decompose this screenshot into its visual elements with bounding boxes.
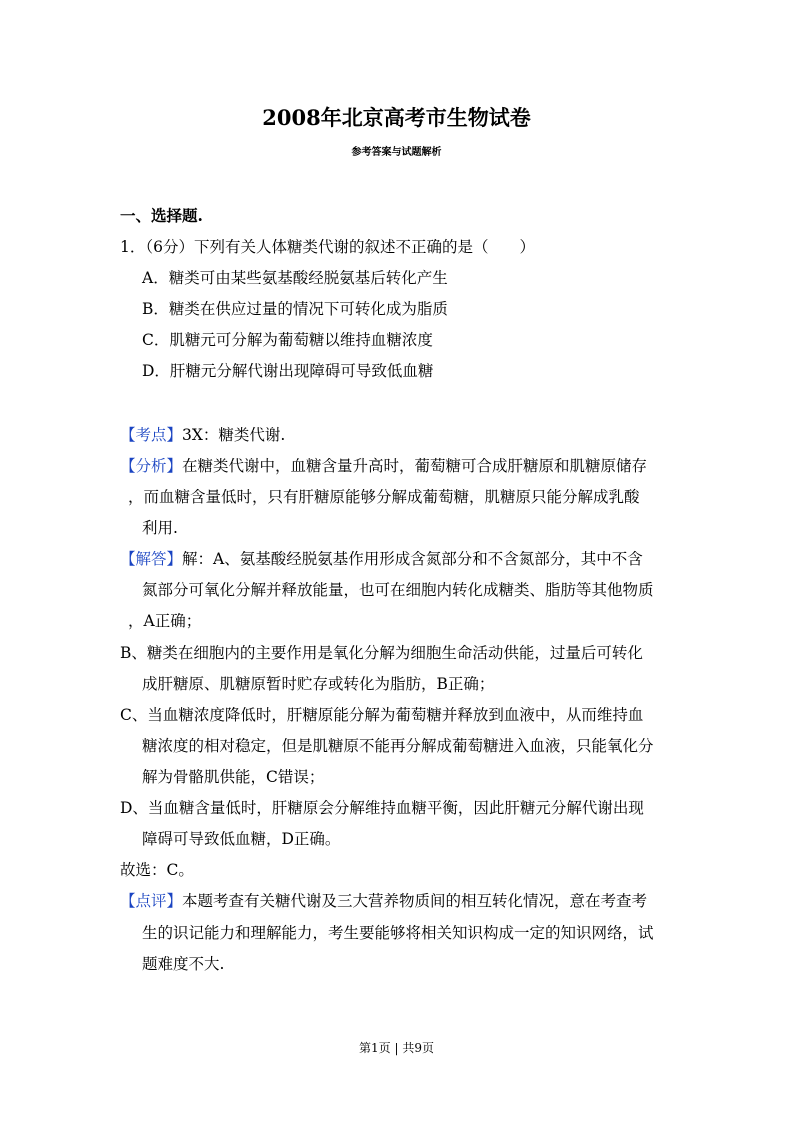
- explain-c-line-2: 糖浓度的相对稳定，但是肌糖原不能再分解成葡萄糖进入血液，只能氧化分: [142, 737, 654, 755]
- dianping-line-3: 题难度不大.: [142, 955, 225, 973]
- option-a: A．糖类可由某些氨基酸经脱氨基后转化产生: [142, 269, 448, 287]
- dianping-tag: 【点评】: [120, 892, 183, 910]
- option-d: D．肝糖元分解代谢出现障碍可导致低血糖: [142, 362, 434, 380]
- fenxi-line-1: [120, 455, 647, 477]
- kaodian-text: 3X：糖类代谢.: [182, 426, 286, 444]
- fenxi-tag: 【分析】: [120, 457, 183, 475]
- dianping-text-1: 本题考查有关糖代谢及三大营养物质间的相互转化情况，意在考查考: [182, 892, 648, 910]
- jieda-line-2: 氮部分可氧化分解并释放能量，也可在细胞内转化成糖类、脂肪等其他物质: [142, 581, 654, 599]
- explain-d-line-1: D、当血糖含量低时，肝糖原会分解维持血糖平衡，因此肝糖元分解代谢出现: [120, 799, 644, 817]
- jieda-text-1: 解：A、氨基酸经脱氨基作用形成含氮部分和不含氮部分，其中不含: [182, 550, 643, 568]
- option-c: C．肌糖元可分解为葡萄糖以维持血糖浓度: [142, 331, 433, 349]
- question-stem: 1．（6分）下列有关人体糖类代谢的叙述不正确的是（ ）: [120, 238, 535, 256]
- page-footer: 第1页 | 共9页: [359, 1041, 434, 1055]
- dianping-line-2: 生的识记能力和理解能力，考生要能够将相关知识构成一定的知识网络，试: [142, 924, 654, 942]
- jieda-tag: 【解答】: [120, 550, 183, 568]
- explain-b-line-2: 成肝糖原、肌糖原暂时贮存或转化为脂肪，B正确；: [142, 675, 495, 693]
- option-b: B．糖类在供应过量的情况下可转化成为脂质: [142, 300, 448, 318]
- dianping-line-1: [120, 890, 647, 912]
- fenxi-line-2: ，而血糖含量低时，只有肝糖原能够分解成葡萄糖，肌糖原只能分解成乳酸: [128, 488, 640, 506]
- explain-c-line-3: 解为骨骼肌供能，C错误；: [142, 768, 325, 786]
- jieda-line-1: [120, 548, 643, 570]
- explain-c-line-1: C、当血糖浓度降低时，肝糖原能分解为葡萄糖并释放到血液中，从而维持血: [120, 706, 644, 724]
- answer-line: 故选：C。: [120, 861, 194, 879]
- explain-b-line-1: B、糖类在细胞内的主要作用是氧化分解为细胞生命活动供能，过量后可转化: [120, 644, 643, 662]
- kaodian-tag: 【考点】: [120, 426, 183, 444]
- section-heading: 一、选择题.: [120, 206, 203, 225]
- explain-d-line-2: 障碍可导致低血糖，D正确。: [142, 830, 341, 848]
- document-subtitle: 参考答案与试题解析: [351, 147, 442, 158]
- fenxi-text-1: 在糖类代谢中，血糖含量升高时，葡萄糖可合成肝糖原和肌糖原储存: [182, 457, 648, 475]
- fenxi-line-3: 利用.: [142, 519, 178, 537]
- jieda-line-3: ，A正确；: [128, 612, 202, 630]
- kaodian-line: [120, 424, 285, 446]
- document-title: 2008年北京高考市生物试卷: [262, 105, 531, 130]
